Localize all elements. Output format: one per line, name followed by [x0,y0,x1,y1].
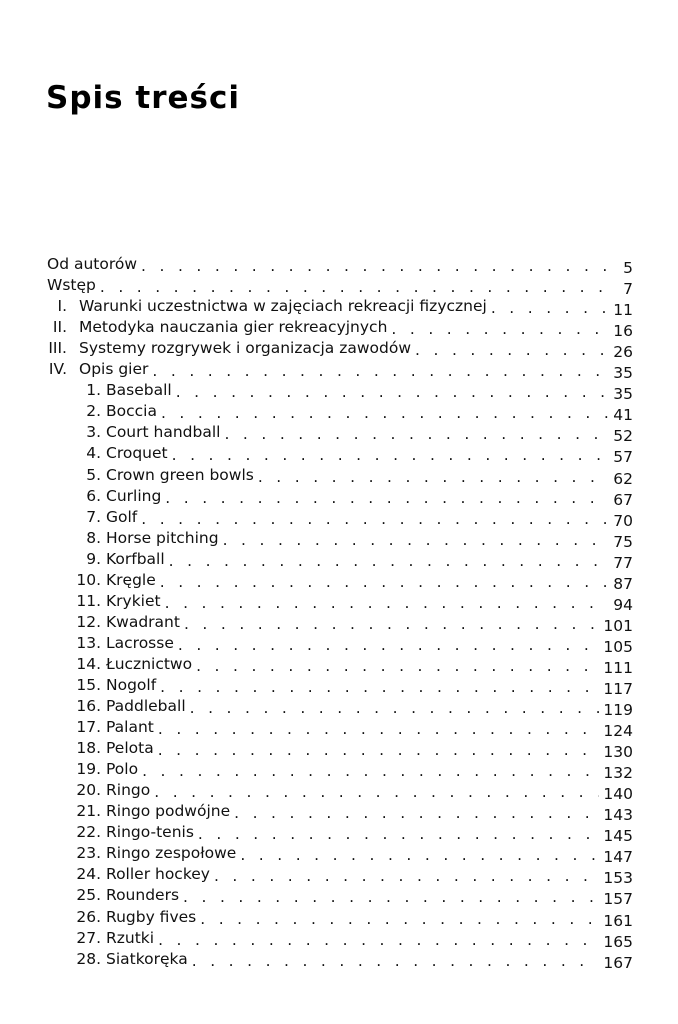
toc-subentry [47,399,633,425]
entry-page: 52 [613,427,633,446]
entry-label: Croquet [106,444,168,463]
dot-leader [224,425,609,443]
toc-subentry [47,736,633,762]
dot-leader [223,531,610,549]
entry-page: 167 [603,953,633,972]
dot-leader [184,615,599,633]
dot-leader [190,699,600,717]
toc-subentry [47,757,633,783]
entry-label: Nogolf [106,675,157,694]
toc-subentry [47,778,633,804]
dot-leader [192,952,600,970]
toc-subentry [47,568,633,593]
dot-leader [240,846,599,864]
entry-label: Łucznictwo [106,654,193,673]
dot-leader [165,489,609,507]
entry-number: 10. [76,570,101,589]
entry-number: 27. [76,928,101,947]
toc-subentry [47,462,633,488]
entry-label: Siatkoręka [106,949,188,968]
entry-number: I. [57,297,67,316]
entry-number: 16. [76,697,101,716]
entry-page: 35 [613,385,633,404]
entry-page: 111 [603,658,633,677]
dot-leader [169,552,610,570]
entry-label: Paddleball [106,697,186,716]
entry-page: 41 [613,406,633,425]
entry-page: 124 [603,722,633,741]
toc-subentry [47,610,633,635]
entry-label: Systemy rozgrywek i organizacja zawodów [79,339,412,358]
entry-page: 57 [613,448,633,467]
entry-label: Curling [106,486,162,505]
dot-leader [161,404,609,422]
toc-subentry [47,547,633,572]
toc-subentry [47,883,633,909]
entry-label: Crown green bowls [106,465,254,484]
entry-number: III. [48,339,67,358]
entry-label: Palant [106,718,154,737]
dot-leader [158,720,600,738]
entry-number: 8. [86,528,101,547]
toc-subentry [47,420,633,446]
entry-label: Ringo podwójne [106,802,231,821]
dot-leader [178,636,600,654]
entry-page: 140 [603,785,633,804]
toc-entry [47,273,633,299]
dot-leader [160,678,599,696]
entry-number: 9. [86,549,101,568]
entry-page: 70 [613,511,633,530]
entry-page: 132 [603,764,633,783]
entry-label: Kręgle [106,570,156,589]
entry-number: 18. [76,739,101,758]
toc-subentry [47,631,633,656]
entry-number: 23. [76,844,101,863]
toc-subentry [47,652,633,677]
entry-page: 16 [613,322,633,341]
dot-leader [234,804,599,822]
toc-entry [47,294,633,320]
toc-entry [47,315,633,341]
dot-leader [214,867,599,885]
toc-subentry [47,484,633,509]
entry-label: Warunki uczestnictwa w zajęciach rekreacji fizycznej [79,297,487,316]
toc-entry [47,336,633,362]
entry-label: Ringo [106,781,151,800]
entry-label: Od autorów [47,255,138,274]
entry-page: 119 [603,701,633,720]
dot-leader [172,446,610,464]
entry-page: 130 [603,743,633,762]
entry-page: 35 [613,364,633,383]
table-of-contents [47,252,633,972]
entry-number: 12. [76,612,101,631]
entry-label: Baseball [106,381,172,400]
toc-subentry [47,505,633,530]
entry-page: 26 [613,343,633,362]
entry-number: 22. [76,823,101,842]
entry-page: 11 [613,301,633,320]
entry-number: 20. [76,781,101,800]
entry-label: Metodyka nauczania gier rekreacyjnych [79,318,388,337]
entry-number: 26. [76,907,101,926]
dot-leader [160,573,610,591]
entry-page: 143 [603,806,633,825]
toc-subentry [47,926,633,951]
toc-subentry [47,862,633,888]
entry-page: 147 [603,848,633,867]
entry-number: 25. [76,886,101,905]
dot-leader [415,341,609,359]
dot-leader [183,888,599,906]
dot-leader [142,762,599,780]
dot-leader [158,741,600,759]
entry-number: II. [52,318,67,337]
entry-number: 4. [86,444,101,463]
entry-number: 6. [86,486,101,505]
entry-label: Krykiet [106,591,161,610]
dot-leader [200,910,599,928]
toc-subentry [47,694,633,720]
entry-number: 3. [86,423,101,442]
entry-label: Rounders [106,886,180,905]
entry-page: 145 [603,827,633,846]
toc-subentry [47,526,633,551]
entry-label: Roller hockey [106,865,210,884]
dot-leader [141,510,609,528]
entry-page: 87 [613,574,633,593]
dot-leader [141,257,615,275]
dot-leader [158,931,599,949]
entry-number: 5. [86,465,101,484]
entry-page: 62 [613,469,633,488]
toc-subentry [47,799,633,825]
dot-leader [198,825,599,843]
entry-label: Lacrosse [106,633,174,652]
dot-leader [491,299,609,317]
toc-entry [47,252,633,278]
dot-leader [196,657,599,675]
entry-page: 75 [613,532,633,551]
entry-label: Polo [106,760,139,779]
toc-subentry [47,820,633,846]
entry-label: Boccia [106,402,157,421]
dot-leader [152,362,609,380]
toc-entry [47,357,633,383]
entry-number: 11. [76,591,101,610]
entry-label: Ringo-tenis [106,823,194,842]
entry-number: 15. [76,675,101,694]
entry-page: 153 [603,869,633,888]
page-title: Spis treści [46,80,240,116]
entry-number: 19. [76,760,101,779]
entry-page: 5 [623,259,633,278]
entry-page: 105 [603,637,633,656]
entry-label: Ringo zespołowe [106,844,237,863]
toc-subentry [47,947,633,972]
entry-page: 7 [623,280,633,299]
entry-label: Rugby fives [106,907,197,926]
entry-number: 2. [86,402,101,421]
entry-label: Horse pitching [106,528,219,547]
entry-number: 14. [76,654,101,673]
entry-number: IV. [48,360,67,379]
toc-subentry [47,589,633,614]
entry-number: 28. [76,949,101,968]
toc-subentry [47,441,633,467]
entry-page: 117 [603,679,633,698]
entry-page: 165 [603,932,633,951]
dot-leader [100,278,615,296]
entry-label: Opis gier [79,360,149,379]
entry-label: Rzutki [106,928,155,947]
entry-page: 77 [613,553,633,572]
toc-subentry [47,904,633,930]
entry-label: Pelota [106,739,154,758]
entry-label: Golf [106,507,138,526]
toc-subentry [47,673,633,698]
toc-subentry [47,378,633,404]
entry-page: 94 [613,595,633,614]
entry-label: Korfball [106,549,165,568]
entry-page: 157 [603,890,633,909]
entry-page: 161 [603,911,633,930]
entry-number: 24. [76,865,101,884]
toc-subentry [47,715,633,741]
entry-label: Wstęp [47,276,96,295]
entry-label: Kwadrant [106,612,180,631]
dot-leader [165,594,610,612]
entry-number: 13. [76,633,101,652]
entry-number: 1. [86,381,101,400]
dot-leader [176,383,610,401]
entry-page: 101 [603,616,633,635]
dot-leader [154,783,599,801]
toc-subentry [47,841,633,867]
entry-page: 67 [613,490,633,509]
entry-number: 17. [76,718,101,737]
entry-number: 7. [86,507,101,526]
dot-leader [391,320,609,338]
entry-number: 21. [76,802,101,821]
entry-label: Court handball [106,423,221,442]
dot-leader [258,468,609,486]
